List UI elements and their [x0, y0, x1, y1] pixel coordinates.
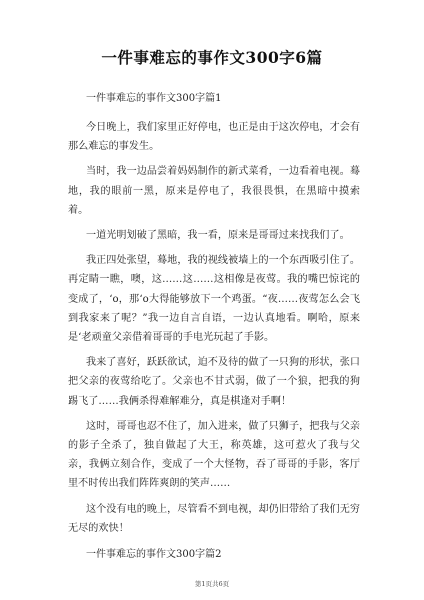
document-body	[68, 92, 360, 574]
page-number: 第1页共6页	[194, 580, 230, 588]
section-heading-2: 一件事难忘的事作文300字篇2	[86, 549, 222, 561]
paragraph: 这时，哥哥也忍不住了，加入进来，做了只狮子，把我与父亲的影子全杀了，独自做起了大王，称英雄，这可惹火了我与父亲，我俩立刻合作，变成了一个大怪物，吞了哥哥的手影，客厅里不时传出我们阵阵爽朗的笑声……	[68, 420, 360, 490]
section-heading-1: 一件事难忘的事作文300字篇1	[86, 93, 222, 104]
document-title: 一件事难忘的事作文300字6篇	[101, 48, 323, 67]
paragraph: 我正四处张望，蓦地，我的视线被墙上的一个东西吸引住了。再定睛一瞧，噢，这……这……这相像是夜莺。我的嘴巴惊诧的变成了，‘o，那‘o大得能够放下一个鸡蛋。“夜……夜莺怎么会飞到我家来了呢？”我一边自言自语，一边认真地看。啊哈，原来是‘老顽童父亲借着哥哥的手电光玩起了手影。	[68, 255, 360, 344]
paragraph: 当时，我一边品尝着妈妈制作的新式菜肴，一边看着电视。蓦地，我的眼前一黑，原来是停电了，我很畏惧，在黑暗中摸索着。	[68, 166, 360, 216]
paragraph: 今日晚上，我们家里正好停电，也正是由于这次停电，才会有那么难忘的事发生。	[68, 122, 360, 153]
paragraph: 一道光明划破了黑暗，我一看，原来是哥哥过来找我们了。	[86, 230, 350, 242]
paragraph: 这个没有电的晚上，尽管看不到电视，却仍旧带给了我们无穷无尽的欢快！	[68, 503, 360, 534]
paragraph: 我来了喜好，跃跃欲试，迫不及待的做了一只狗的形状，张口把父亲的夜莺给吃了。父亲也不甘式弱，做了一个狼，把我的狗踢飞了……我俩杀得难解难分，真是棋逢对手啊！	[68, 357, 360, 407]
